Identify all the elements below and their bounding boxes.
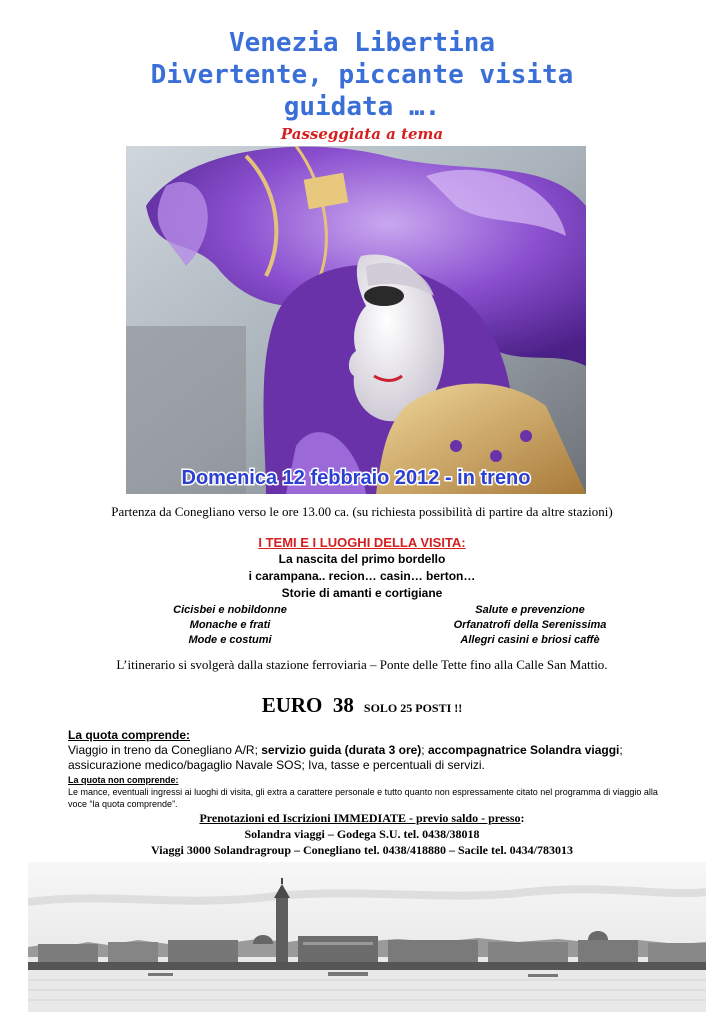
venice-panorama [28, 862, 706, 1012]
itinerary-text: L’itinerario si svolgerà dalla stazione ferroviaria – Ponte delle Tette fino alla Calle San Mattio. [116, 657, 608, 672]
theme-item: Cicisbei e nobildonne [173, 604, 287, 616]
mask-illustration [126, 146, 586, 494]
title-line-3: guidata …. [283, 92, 441, 122]
includes-heading: La quota comprende: [68, 728, 191, 742]
includes-guide: servizio guida (durata 3 ore) [261, 743, 422, 757]
includes-text [68, 743, 668, 773]
seats-note: SOLO 25 POSTI !! [363, 701, 463, 715]
theme-item: Mode e costumi [188, 634, 272, 646]
includes-part: ; [421, 743, 428, 757]
price-label: EURO 38 [261, 693, 354, 717]
carnival-mask-photo [126, 146, 586, 494]
booking-heading-text: Prenotazioni ed Iscrizioni IMMEDIATE - previo saldo - presso [199, 811, 521, 825]
title-line-1: Venezia Libertina [228, 28, 496, 58]
title-line-2: Divertente, piccante visita [150, 60, 574, 90]
booking-colon: : [520, 811, 525, 825]
theme-line-1: La nascita del primo bordello [278, 552, 446, 566]
subtitle: Passeggiata a tema [280, 125, 444, 143]
themes-left-column [130, 603, 330, 648]
page-title [0, 27, 724, 123]
theme-item: Orfanatrofi della Serenissima [453, 619, 607, 631]
excludes-text: Le mance, eventuali ingressi ai luoghi di visita, gli extra a carattere personale e tutto quanto non espressamente citato nel programma di viaggio alla voce “la quota comprende”. [68, 787, 658, 809]
booking-line-1: Solandra viaggi – Godega S.U. tel. 0438/38018 [244, 827, 480, 841]
excludes-section [68, 774, 668, 810]
booking-section [0, 810, 724, 858]
price-line [0, 693, 724, 718]
theme-line-2: i carampana.. recion… casin… berton… [248, 569, 476, 583]
booking-heading [0, 810, 724, 826]
theme-item: Salute e prevenzione [475, 604, 585, 616]
panorama-illustration [28, 862, 706, 1012]
departure-text: Partenza da Conegliano verso le ore 13.00 ca. (su richiesta possibilità di partire da altre stazioni) [111, 504, 613, 519]
themes-heading: I TEMI E I LUOGHI DELLA VISITA: [258, 535, 466, 550]
theme-line-3: Storie di amanti e cortigiane [281, 586, 443, 600]
theme-item: Allegri casini e briosi caffè [460, 634, 600, 646]
booking-line-2: Viaggi 3000 Solandragroup – Conegliano tel. 0438/418880 – Sacile tel. 0434/783013 [150, 843, 573, 857]
date-banner: Domenica 12 febbraio 2012 - in treno [181, 467, 531, 489]
includes-section [68, 728, 668, 773]
includes-part: ; assicurazione medico/bagaglio Navale SOS; Iva, tasse e percentuali di servizi. [68, 743, 623, 772]
theme-item: Monache e frati [189, 619, 271, 631]
includes-part: Viaggio in treno da Conegliano A/R; [68, 743, 262, 757]
excludes-heading: La quota non comprende: [68, 775, 179, 785]
includes-escort: accompagnatrice Solandra viaggi [427, 743, 620, 757]
themes-right-column [430, 603, 630, 648]
